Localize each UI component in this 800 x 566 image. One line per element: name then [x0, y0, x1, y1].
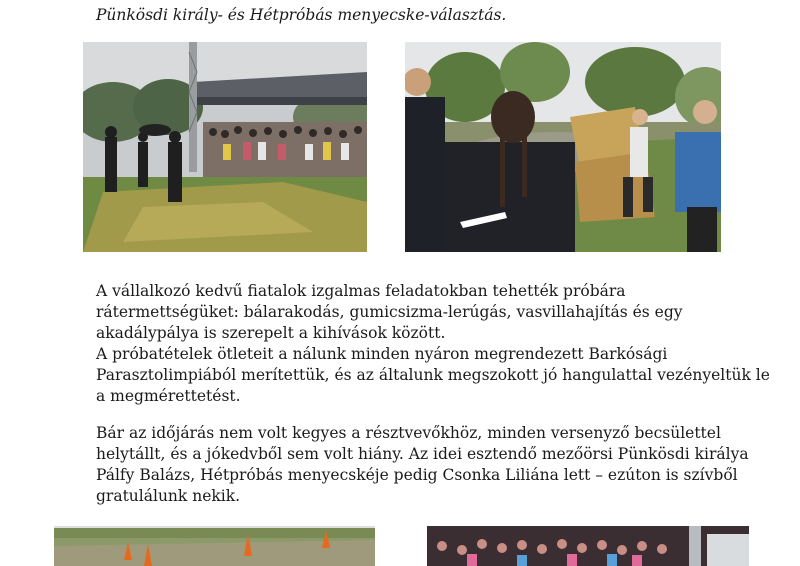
- paragraph-line: helytállt, és a jókedvből sem volt hiány. Az idei esztendő mezőörsi Pünkösdi királya: [96, 445, 749, 463]
- paragraph-line: A próbatételek ötleteit a nálunk minden nyáron megrendezett Barkósági: [96, 345, 668, 363]
- paragraph-line: Parasztolimpiából merítettük, és az általunk megszokott jó hangulattal vezényeltük le: [96, 366, 770, 384]
- paragraph-line: Bár az időjárás nem volt kegyes a résztvevőkhöz, minden versenyző becsülettel: [96, 424, 721, 442]
- paragraph-winners: [96, 423, 749, 507]
- paragraph-line: rátermettségüket: bálarakodás, gumicsizma-lerúgás, vasvillahajítás és egy: [96, 303, 683, 321]
- field-cones-photo: [54, 526, 375, 566]
- hay-bale-challenge-photo: [405, 42, 721, 252]
- paragraph-line: Pálfy Balázs, Hétpróbás menyecskéje pedig Csonka Liliána lett – ezúton is szívből: [96, 466, 738, 484]
- cut-off-text-line: [96, 0, 736, 2]
- stage-crowd-photo: [83, 42, 367, 252]
- paragraph-line: A vállalkozó kedvű fiatalok izgalmas feladatokban tehették próbára: [96, 282, 626, 300]
- paragraph-line: gratulálunk nekik.: [96, 487, 241, 505]
- paragraph-challenges: [96, 281, 770, 407]
- event-subtitle: Pünkösdi király- és Hétpróbás menyecske-választás.: [96, 6, 507, 24]
- paragraph-line: a megmérettetést.: [96, 387, 241, 405]
- audience-photo: [427, 526, 749, 566]
- paragraph-line: akadálypálya is szerepelt a kihívások között.: [96, 324, 446, 342]
